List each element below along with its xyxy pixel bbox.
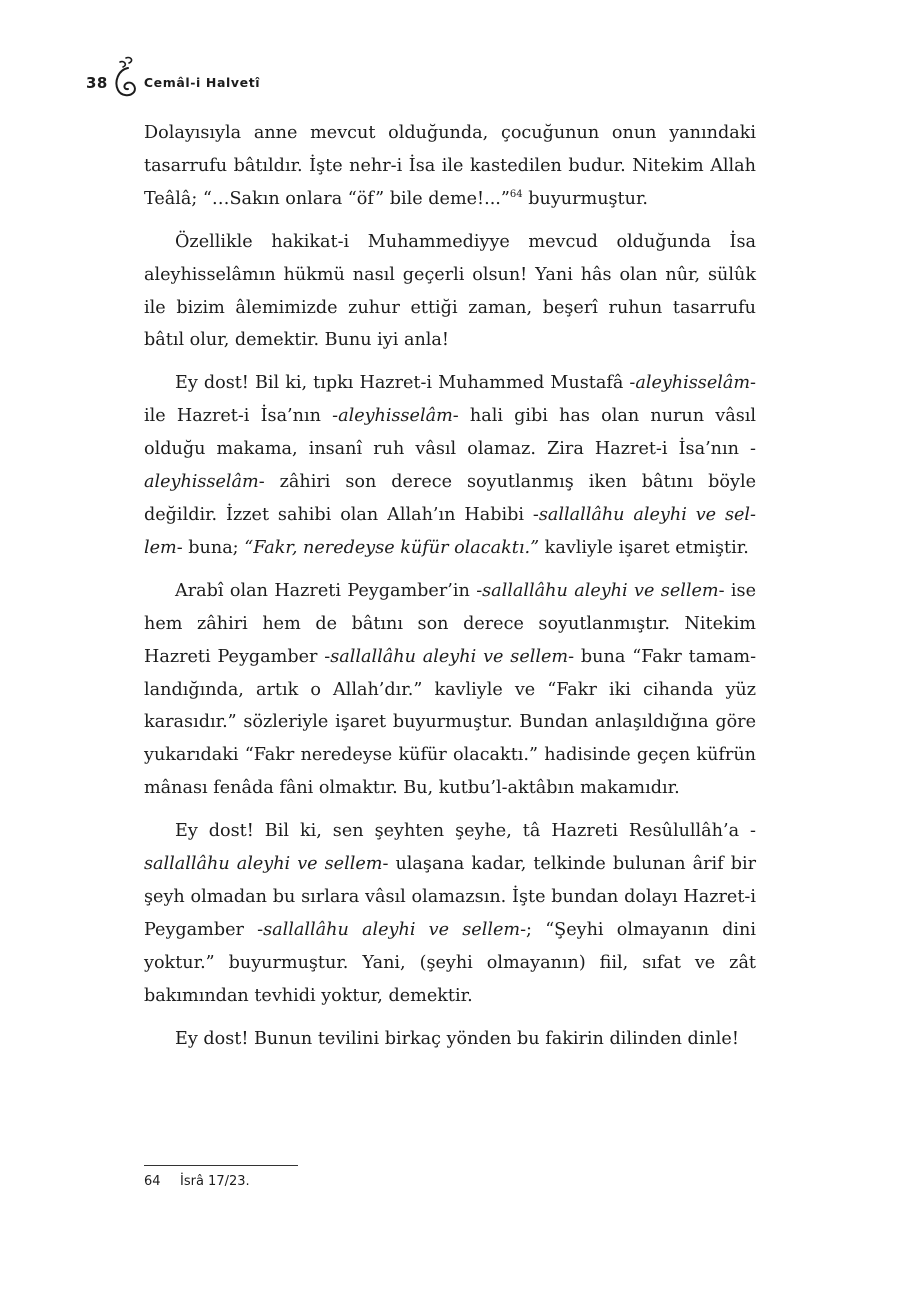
- footnote-reference: 64: [509, 188, 523, 200]
- italic-text: aleyhisselâm: [144, 472, 259, 493]
- paragraph: [144, 117, 756, 216]
- paragraph: [144, 1023, 756, 1056]
- footnote-text: İsrâ 17/23.: [180, 1174, 250, 1189]
- text-run: - ulaşana kadar, telkinde bulunan ârif bir şeyh olmadan bu sırlara vâsıl olamazsın. İşte bundan dolayı Hazret-i Peygamber -: [144, 854, 757, 940]
- text-run: kavliyle işaret etmiştir.: [539, 537, 749, 558]
- text-run: - zâhiri son derece soyutlanmış iken bâtını böyle değildir. İzzet sahibi olan Allah’ın Habibi -: [144, 472, 756, 525]
- italic-text: “Fakr, neredeyse küfür olacaktı.”: [244, 537, 540, 558]
- text-run: -; “Şeyhi olmayanın dini yoktur.” buyurmuştur. Yani, (şeyhi olmayanın) fiil, sıfat ve zât bakımından tevhidi yoktur, demektir.: [144, 919, 756, 1006]
- paragraph: [144, 815, 756, 1012]
- italic-text: sallallâhu aleyhi ve sellem: [330, 646, 569, 667]
- italic-text: sallallâhu aleyhi ve sellem: [263, 919, 521, 940]
- paragraph: [144, 226, 756, 358]
- footnote: [144, 1174, 250, 1189]
- text-run: - hali gibi has olan nurun vâsıl olduğu makama, insanî ruh vâsıl olamaz. Zira Hazret-i İsa’nın -: [144, 406, 756, 460]
- text-run: Özellikle hakikat-i Muhammediyye mevcud olduğunda İsa aleyhisselâmın hükmü nasıl geçerli olsun! Yani hâs olan nûr, sülûk ile bizim âlemimizde zuhur ettiği zaman, beşerî ruhun tasarrufu bâtıl olur, demektir. Bunu iyi anla!: [144, 231, 756, 351]
- text-run: Ey dost! Bunun tevilini birkaç yönden bu fakirin dilinden dinle!: [175, 1028, 739, 1049]
- footnote-number: 64: [144, 1174, 161, 1189]
- text-run: Dolayısıyla anne mevcut olduğunda, çocuğunun onun yanındaki tasarrufu bâtıldır. İşte nehr-i İsa ile kastedilen budur. Nitekim Allah Teâlâ; “…Sakın onlara “öf” bile deme!...”: [144, 123, 756, 209]
- italic-text: aleyhisselâm: [635, 373, 751, 394]
- text-run: - buna “Fakr tamamlandığında, artık o Allah’dır.” kavliyle ve “Fakr iki cihanda yüz karasıdır.” sözleriyle işaret buyurmuştur. Bundan anlaşıldığına göre yukarıdaki “Fakr neredeyse küfür olacaktı.” hadisinde geçen küfrün mânası fenâda fâni olmaktır. Bu, kutbu’l-aktâbın makamıdır.: [144, 646, 757, 799]
- italic-text: sallallâhu aleyhi ve sellem: [144, 854, 383, 875]
- paragraph: [144, 575, 756, 805]
- italic-text: sallallâhu aleyhi ve sellem: [144, 504, 756, 558]
- text-run: Ey dost! Bil ki, tıpkı Hazret-i Muhammed Mustafâ -: [175, 373, 636, 394]
- page-number: 38: [86, 74, 108, 92]
- text-run: Ey dost! Bil ki, sen şeyhten şeyhe, tâ Hazreti Resûlullâh’a -: [175, 821, 756, 842]
- text-run: - ise hem zâhiri hem de bâtını son derece soyutlanmıştır. Nitekim Hazreti Peygamber -: [144, 580, 756, 667]
- italic-text: aleyhisselâm: [338, 406, 453, 427]
- running-title: Cemâl-i Halvetî: [143, 74, 261, 90]
- text-run: Arabî olan Hazreti Peygamber’in -: [175, 580, 483, 601]
- paragraph: [144, 367, 756, 564]
- calligraphic-flourish-icon: [112, 54, 138, 100]
- page-header: [86, 52, 260, 102]
- body-text: [144, 117, 756, 1065]
- footnote-divider: [144, 1165, 298, 1166]
- italic-text: sallallâhu aleyhi ve sellem: [482, 580, 719, 601]
- text-run: - buna;: [176, 537, 245, 558]
- text-run: buyurmuştur.: [522, 188, 649, 209]
- text-run: - ile Hazret-i İsa’nın -: [144, 373, 756, 427]
